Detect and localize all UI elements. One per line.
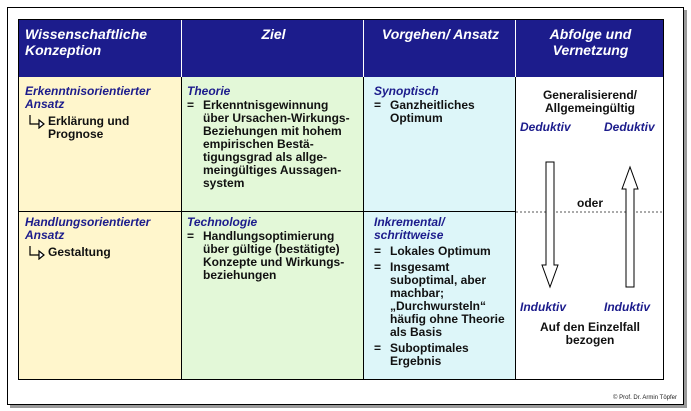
header-abfolge: Abfolge und Vernetzung bbox=[516, 20, 663, 77]
row1-vorgehen-item: = Ganzheitliches Optimum bbox=[374, 98, 475, 125]
induktiv-right: Induktiv bbox=[604, 300, 651, 314]
row1-konzeption-item: Erklärung und Prognose bbox=[28, 115, 177, 141]
header-vorgehen: Vorgehen/ Ansatz bbox=[364, 20, 516, 77]
arrow-down-icon bbox=[542, 162, 558, 287]
row2-ziel-title: Technologie bbox=[187, 215, 258, 229]
row2-vorgehen-item-1: = Lokales Optimum bbox=[374, 244, 491, 258]
deduktiv-right: Deduktiv bbox=[604, 120, 655, 134]
flow-column bbox=[516, 77, 663, 379]
comparison-table bbox=[18, 19, 664, 380]
row1-ziel-title: Theorie bbox=[187, 84, 231, 98]
row1-ziel-item: = Erkenntnisgewinnung über Ursachen-Wirkungs- Beziehungen mit hohem empirischen Bestä- tigungsgrad als allge- meingültiges Aussagen- system bbox=[187, 98, 350, 190]
row1-konzeption bbox=[19, 77, 182, 212]
bent-arrow-icon bbox=[28, 246, 48, 265]
row2-vorgehen-item-3: = Suboptimales Ergebnis bbox=[374, 341, 469, 368]
row2-ziel-item: = Handlungsoptimierung über gültige (bestätigte) Konzepte und Wirkungs- beziehungen bbox=[187, 229, 345, 282]
row2-vorgehen-item-2: = Insgesamt suboptimal, aber machbar; „Durchwursteln“ häufig ohne Theorie als Basis bbox=[374, 260, 505, 339]
copyright: © Prof. Dr. Armin Töpfer bbox=[613, 395, 677, 401]
row1-vorgehen bbox=[364, 77, 516, 212]
flow-bottom-label: Auf den Einzelfall bezogen bbox=[539, 320, 640, 347]
row2-ziel bbox=[182, 212, 364, 379]
row2-vorgehen-title: Inkremental/ schrittweise bbox=[374, 215, 445, 242]
header-konzeption: Wissenschaftliche Konzeption bbox=[19, 20, 182, 77]
induktiv-left: Induktiv bbox=[520, 300, 567, 314]
row2-konzeption-title: Handlungsorientierter Ansatz bbox=[25, 215, 151, 242]
bent-arrow-icon bbox=[28, 115, 48, 134]
row1-ziel bbox=[182, 77, 364, 212]
row2-konzeption bbox=[19, 212, 182, 379]
row2-vorgehen bbox=[364, 212, 516, 379]
flow-top-label: Generalisierend/ Allgemeingültig bbox=[542, 88, 638, 115]
row1-vorgehen-title: Synoptisch bbox=[374, 84, 439, 98]
deduktiv-left: Deduktiv bbox=[520, 120, 571, 134]
row2-konzeption-item: Gestaltung bbox=[28, 246, 177, 265]
oder-label: oder bbox=[566, 196, 614, 210]
header-ziel: Ziel bbox=[182, 20, 364, 77]
row1-konzeption-title: Erkenntnisorientierter Ansatz bbox=[25, 84, 151, 111]
arrow-up-icon bbox=[622, 167, 638, 287]
